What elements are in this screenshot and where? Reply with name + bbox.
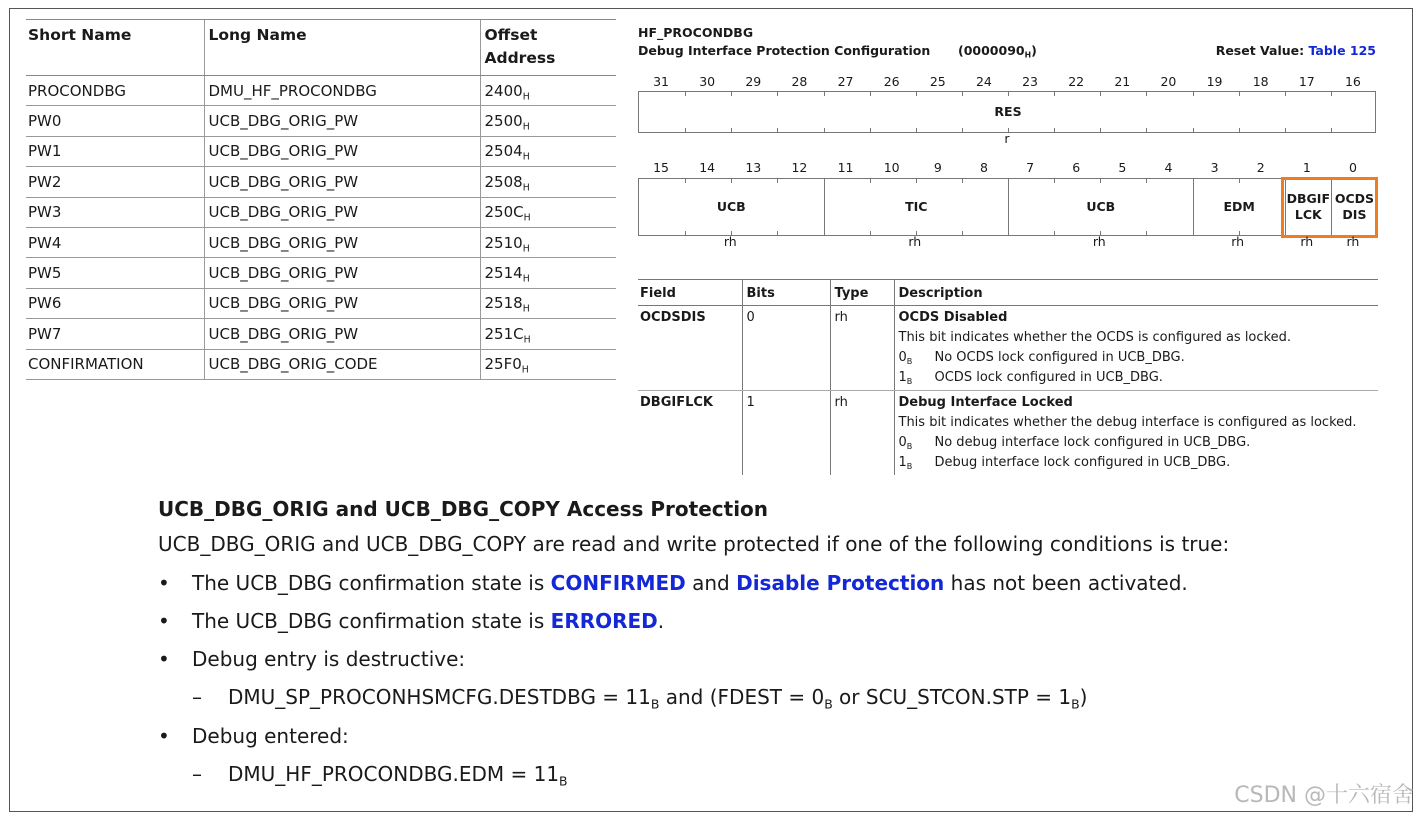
- list-item: • Debug entered:: [158, 717, 1358, 755]
- upper-bitfield-row: [638, 91, 1376, 133]
- bit-tick: [1008, 92, 1009, 96]
- lower-bit-numbers: [638, 160, 1378, 176]
- bit-tick: [1008, 231, 1009, 235]
- bit-tick: [1054, 179, 1055, 183]
- bit-tick: [1054, 128, 1055, 132]
- bit-tick: [685, 179, 686, 183]
- bit-number: 9: [933, 160, 942, 175]
- table-row: [26, 288, 616, 318]
- bitfield: RES: [994, 104, 1022, 119]
- bit-tick: [916, 128, 917, 132]
- access-type: rh: [1300, 234, 1314, 249]
- table-row: [638, 391, 1378, 476]
- bit-number: 25: [929, 74, 946, 89]
- bit-number: 10: [883, 160, 900, 175]
- bit-tick: [1193, 179, 1194, 183]
- bit-tick: [1193, 231, 1194, 235]
- table-row: [26, 349, 616, 379]
- long-name: UCB_DBG_ORIG_PW: [204, 288, 480, 318]
- bit-number: 27: [837, 74, 854, 89]
- bit-tick: [824, 179, 825, 183]
- bit-number: 24: [975, 74, 992, 89]
- bit-tick: [916, 92, 917, 96]
- bit-number: 30: [699, 74, 716, 89]
- bit-tick: [870, 128, 871, 132]
- highlight-box: [1281, 177, 1378, 238]
- short-name: PW5: [26, 258, 204, 288]
- field-type: rh: [830, 306, 894, 391]
- col-offset-address: Offset Address: [480, 20, 616, 76]
- bit-tick: [1239, 92, 1240, 96]
- bit-tick: [916, 179, 917, 183]
- register-name: HF_PROCONDBG: [638, 25, 754, 40]
- upper-bit-numbers: [638, 74, 1378, 90]
- bit-number: 13: [745, 160, 762, 175]
- bitfield: OCDS DIS: [1331, 179, 1377, 235]
- long-name: UCB_DBG_ORIG_PW: [204, 227, 480, 257]
- bit-number: 15: [653, 160, 670, 175]
- bit-tick: [1008, 179, 1009, 183]
- bit-tick: [1331, 92, 1332, 96]
- table-row: [638, 306, 1378, 391]
- bit-number: 22: [1068, 74, 1085, 89]
- bit-tick: [1146, 231, 1147, 235]
- bit-tick: [962, 179, 963, 183]
- bit-number: 11: [837, 160, 854, 175]
- offset-address: $2504_H$: [480, 136, 616, 166]
- field-name: OCDSDIS: [638, 306, 742, 391]
- offset-address: $2510_H$: [480, 227, 616, 257]
- bit-number: 29: [745, 74, 762, 89]
- col-field: Field: [638, 280, 742, 306]
- short-name: CONFIRMATION: [26, 349, 204, 379]
- bit-tick: [870, 92, 871, 96]
- long-name: UCB_DBG_ORIG_PW: [204, 197, 480, 227]
- bit-number: 19: [1206, 74, 1223, 89]
- bit-tick: [870, 179, 871, 183]
- bit-number: 6: [1072, 160, 1081, 175]
- bit-tick: [962, 92, 963, 96]
- access-type: rh: [1092, 234, 1106, 249]
- bit-tick: [731, 92, 732, 96]
- table-row: [26, 106, 616, 136]
- register-subtitle: [638, 42, 1378, 60]
- reset-table-link[interactable]: Table 125: [1308, 43, 1376, 58]
- bit-tick: [1146, 92, 1147, 96]
- bit-tick: [777, 92, 778, 96]
- bit-tick: [777, 179, 778, 183]
- bit-tick: [1331, 128, 1332, 132]
- list-item: • The UCB_DBG confirmation state is ERRORED.: [158, 602, 1358, 640]
- short-name: PW1: [26, 136, 204, 166]
- field-bits: 1: [742, 391, 830, 476]
- col-type: Type: [830, 280, 894, 306]
- sub-list-item: – DMU_HF_PROCONDBG.EDM = $11_B$: [158, 755, 1358, 794]
- bit-tick: [1054, 231, 1055, 235]
- access-type: rh: [723, 234, 737, 249]
- bit-tick: [731, 128, 732, 132]
- bit-number: 4: [1164, 160, 1173, 175]
- bit-tick: [1285, 128, 1286, 132]
- keyword-disable-protection: Disable Protection: [736, 571, 945, 595]
- bitfield: UCB: [1008, 179, 1193, 235]
- table-row: [26, 167, 616, 197]
- offset-address: $251C_H$: [480, 319, 616, 349]
- bit-tick: [962, 128, 963, 132]
- offset-address: $25F0_H$: [480, 349, 616, 379]
- long-name: UCB_DBG_ORIG_PW: [204, 136, 480, 166]
- bit-tick: [1100, 128, 1101, 132]
- table-row: [26, 319, 616, 349]
- col-bits: Bits: [742, 280, 830, 306]
- long-name: DMU_HF_PROCONDBG: [204, 76, 480, 106]
- bit-number: 18: [1252, 74, 1269, 89]
- field-type: rh: [830, 391, 894, 476]
- long-name: UCB_DBG_ORIG_PW: [204, 167, 480, 197]
- long-name: UCB_DBG_ORIG_CODE: [204, 349, 480, 379]
- bit-tick: [1239, 128, 1240, 132]
- watermark: CSDN @十六宿舍: [1234, 783, 1414, 808]
- bit-tick: [685, 128, 686, 132]
- bit-tick: [1146, 179, 1147, 183]
- bit-number: 23: [1022, 74, 1039, 89]
- short-name: PW7: [26, 319, 204, 349]
- bit-tick: [824, 231, 825, 235]
- bit-tick: [685, 92, 686, 96]
- bit-number: 3: [1210, 160, 1219, 175]
- offset-address: $2508_H$: [480, 167, 616, 197]
- register-description: Debug Interface Protection Configuration: [638, 43, 931, 58]
- bit-tick: [777, 128, 778, 132]
- lower-bitfield-row: [638, 178, 1376, 236]
- bit-number: 2: [1256, 160, 1265, 175]
- bit-number: 8: [979, 160, 988, 175]
- bit-number: 20: [1160, 74, 1177, 89]
- section-heading: UCB_DBG_ORIG and UCB_DBG_COPY Access Protection: [158, 497, 769, 521]
- short-name: PW0: [26, 106, 204, 136]
- access-type: rh: [908, 234, 922, 249]
- short-name: PW3: [26, 197, 204, 227]
- field-description-table: [638, 279, 1378, 475]
- bit-number: 0: [1348, 160, 1357, 175]
- col-short-name: Short Name: [26, 20, 204, 76]
- bit-tick: [1239, 179, 1240, 183]
- bit-number: 31: [653, 74, 670, 89]
- field-name: DBGIFLCK: [640, 395, 713, 410]
- bit-number: 26: [883, 74, 900, 89]
- reset-value: Reset Value: Table 125: [1215, 43, 1376, 58]
- bit-tick: [1193, 128, 1194, 132]
- bit-tick: [1100, 92, 1101, 96]
- bitfield: UCB: [716, 199, 746, 214]
- bit-number: 1: [1302, 160, 1311, 175]
- bit-tick: [1193, 92, 1194, 96]
- offset-address: $2514_H$: [480, 258, 616, 288]
- bit-tick: [870, 231, 871, 235]
- register-diagram: [638, 24, 1378, 254]
- bitfield: DBGIF LCK: [1285, 179, 1331, 235]
- section-intro: UCB_DBG_ORIG and UCB_DBG_COPY are read and write protected if one of the following conditions is true:: [158, 532, 1230, 556]
- bit-number: 16: [1344, 74, 1361, 89]
- bit-number: 5: [1118, 160, 1127, 175]
- access-protection-section: [158, 493, 1358, 794]
- bit-number: 17: [1298, 74, 1315, 89]
- offset-address: $250C_H$: [480, 197, 616, 227]
- short-name: PW6: [26, 288, 204, 318]
- bit-tick: [962, 231, 963, 235]
- long-name: UCB_DBG_ORIG_PW: [204, 106, 480, 136]
- access-type: rh: [1231, 234, 1245, 249]
- table-row: [26, 227, 616, 257]
- offset-address: $2500_H$: [480, 106, 616, 136]
- bit-number: 21: [1114, 74, 1131, 89]
- register-address-table: [26, 19, 616, 380]
- bit-tick: [731, 179, 732, 183]
- bitfield: TIC: [824, 179, 1009, 235]
- bit-tick: [1285, 92, 1286, 96]
- table-row: [26, 197, 616, 227]
- long-name: UCB_DBG_ORIG_PW: [204, 319, 480, 349]
- short-name: PROCONDBG: [26, 76, 204, 106]
- access-type: rh: [1346, 234, 1360, 249]
- offset-address: $2518_H$: [480, 288, 616, 318]
- bit-number: 12: [791, 160, 808, 175]
- field-description: Debug Interface Locked This bit indicates whether the debug interface is configured as locked. $0_B$ No debug interface lock configured in UCB_DBG. $1_B$ Debug interface lock configured in UCB_DBG.: [894, 391, 1378, 476]
- keyword-confirmed: CONFIRMED: [550, 571, 686, 595]
- keyword-errored: ERRORED: [550, 609, 658, 633]
- bit-number: 14: [699, 160, 716, 175]
- field-description: OCDS Disabled This bit indicates whether the OCDS is configured as locked. $0_B$ No OCDS lock configured in UCB_DBG. $1_B$ OCDS lock configured in UCB_DBG.: [894, 306, 1378, 391]
- bit-tick: [1054, 92, 1055, 96]
- list-item: • Debug entry is destructive:: [158, 640, 1358, 678]
- sub-list-item: – DMU_SP_PROCONHSMCFG.DESTDBG = $11_B$ and (FDEST = $0_B$ or SCU_STCON.STP = $1_B$): [158, 678, 1358, 717]
- bit-tick: [685, 231, 686, 235]
- table-row: [26, 258, 616, 288]
- bit-number: 28: [791, 74, 808, 89]
- table-row: [26, 76, 616, 106]
- short-name: PW4: [26, 227, 204, 257]
- bit-tick: [824, 92, 825, 96]
- offset-address: $2400_H$: [480, 76, 616, 106]
- bit-tick: [777, 231, 778, 235]
- col-long-name: Long Name: [204, 20, 480, 76]
- bit-tick: [1146, 128, 1147, 132]
- list-item: • The UCB_DBG confirmation state is CONFIRMED and Disable Protection has not been activated.: [158, 564, 1358, 602]
- bit-tick: [1100, 179, 1101, 183]
- bitfield: EDM: [1193, 179, 1285, 235]
- short-name: PW2: [26, 167, 204, 197]
- register-address: $(0000090_H)$: [958, 43, 1037, 60]
- col-description: Description: [894, 280, 1378, 306]
- field-bits: 0: [742, 306, 830, 391]
- table-row: [26, 136, 616, 166]
- bit-number: 7: [1026, 160, 1035, 175]
- bit-tick: [824, 128, 825, 132]
- access-type: r: [1004, 131, 1010, 146]
- long-name: UCB_DBG_ORIG_PW: [204, 258, 480, 288]
